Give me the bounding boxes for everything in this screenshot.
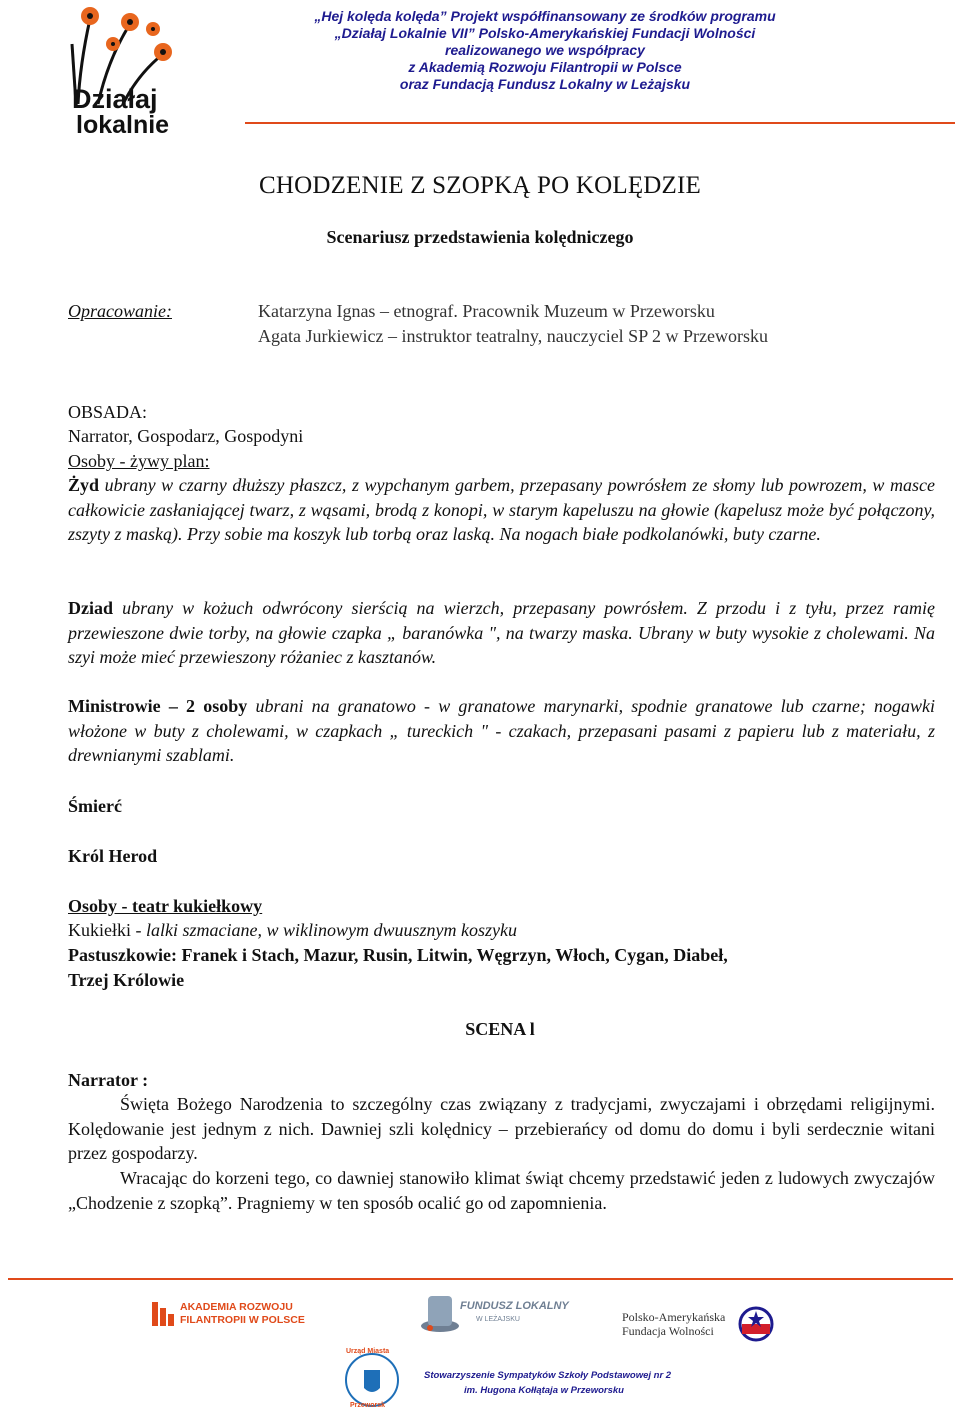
scene-speaker: Narrator :	[68, 1070, 149, 1090]
zyd-description	[68, 473, 935, 547]
header-line-3: realizowanego we współpracy	[445, 42, 645, 58]
dzialaj-lokalnie-logo	[68, 4, 178, 144]
document-subtitle: Scenariusz przedstawienia kolędniczego	[326, 227, 634, 247]
stowarzyszenie-line-2: im. Hugona Kołłątaja w Przeworsku	[464, 1385, 624, 1396]
header-line-1: „Hej kolęda kolęda” Projekt współfinansowany ze środków programu	[314, 8, 776, 24]
stowarzyszenie-logo	[424, 1370, 672, 1406]
pafw-line-2: Fundacja Wolności	[622, 1324, 714, 1338]
ministrowie-name: Ministrowie – 2 osoby	[68, 696, 248, 716]
fundusz-text: FUNDUSZ LOKALNY	[460, 1300, 569, 1312]
seal-icon	[342, 1350, 402, 1410]
trzej-krolowie: Trzej Królowie	[68, 970, 185, 990]
urzad-line-2: Przeworsk	[350, 1402, 386, 1409]
scene-heading: SCENA l	[465, 1019, 535, 1039]
krol-herod: Król Herod	[68, 846, 158, 866]
ministrowie-description	[68, 694, 935, 768]
smierc: Śmierć	[68, 796, 122, 816]
pastuszkowie-label: Pastuszkowie:	[68, 945, 182, 965]
logo-text-lokalnie: lokalnie	[76, 111, 170, 139]
arfp-logo	[152, 1300, 322, 1330]
dziad-description	[68, 596, 935, 670]
pastuszkowie-list: Franek i Stach, Mazur, Rusin, Litwin, Węgrzyn, Włoch, Cygan, Diabeł,	[181, 945, 728, 965]
dziad-desc: ubrany w kożuch odwrócony sierścią na wierzch, przepasany powrósłem. Z przodu i z tyłu, przez ramię przewieszone dwie torby, na głowie czapka „ baranówka ", na twarzy maska. Ubrany w buty wysokie z cholewami. Na szyi może mieć przewieszony różaniec z kasztanów.	[68, 598, 935, 667]
pafw-logo	[622, 1310, 782, 1340]
cast-narrators: Narrator, Gospodarz, Gospodyni	[68, 426, 304, 446]
pafw-line-1: Polsko-Amerykańska	[622, 1310, 726, 1324]
author-line-1: Katarzyna Ignas – etnograf. Pracownik Muzeum w Przeworsku	[258, 301, 715, 321]
dziad-name: Dziad	[68, 598, 113, 618]
puppet-cast-heading: Osoby - teatr kukiełkowy	[68, 896, 263, 916]
stowarzyszenie-line-1: Stowarzyszenie Sympatyków Szkoły Podstawowej nr 2	[424, 1370, 672, 1381]
header-rule	[245, 122, 955, 124]
scene-paragraph-2: Wracając do korzeni tego, co dawniej stanowiło klimat świąt chcemy przedstawić jeden z ludowych zwyczajów „Chodzenie z szopką”. Pragniemy w ten sposób ocalić go od zapomnienia.	[68, 1168, 935, 1213]
arfp-line-2: FILANTROPII W POLSCE	[180, 1314, 305, 1326]
urzad-line-1: Urząd Miasta	[346, 1348, 390, 1355]
fundusz-sub: W LEŻAJSKU	[476, 1316, 520, 1323]
urzad-miasta-seal	[342, 1350, 402, 1410]
zyd-name: Żyd	[68, 475, 100, 495]
project-header	[290, 8, 800, 93]
kukielki-desc: lalki szmaciane, w wiklinowym dwuusznym koszyku	[146, 920, 517, 940]
fundusz-lokalny-logo	[420, 1288, 569, 1338]
ministrowie-desc: ubrani na granatowo - w granatowe marynarki, spodnie granatowe lub czarne; nogawki włożone w buty z cholewami, w czapkach „ tureckich " - czakach, przepasani pasami z papieru lub z materiału, z drewnianymi szablami.	[68, 696, 936, 765]
zyd-desc: ubrany w czarny dłuższy płaszcz, z wypchanym garbem, przepasany powrósłem ze słomy lub powrozem, w masce całkowicie zasłaniającej twarz, z wąsami, brodą z konopi, w starym kapeluszu na głowie (kapelusz może być połączony, zszyty z maską). Przy sobie ma koszyk lub torbą oraz laską. Na nogach białe podkolanówki, buty czarne.	[68, 475, 935, 544]
arfp-mark-icon	[152, 1302, 174, 1326]
header-line-4: z Akademią Rozwoju Filantropii w Polsce	[408, 59, 682, 75]
document-title: CHODZENIE Z SZOPKĄ PO KOLĘDZIE	[258, 172, 702, 199]
kukielki-line	[68, 918, 517, 943]
live-cast-heading: Osoby - żywy plan:	[68, 451, 210, 471]
footer-rule	[8, 1278, 953, 1280]
arfp-line-1: AKADEMIA ROZWOJU	[180, 1301, 293, 1313]
scene-paragraph-1: Święta Bożego Narodzenia to szczególny czas związany z tradycjami, zwyczajami i obrzędami religijnymi. Kolędowanie jest jednym z nich. Dawniej szli kolędnicy – przebierańcy od domu do domu i byli serdecznie witani przez gospodarzy.	[68, 1094, 935, 1163]
authors-label: Opracowanie:	[68, 301, 172, 321]
pastuszkowie-line	[68, 943, 728, 968]
flag-star-icon	[736, 1306, 776, 1342]
cast-heading: OBSADA:	[68, 402, 148, 422]
hat-icon	[420, 1288, 460, 1334]
header-line-2: „Działaj Lokalnie VII” Polsko-Amerykańskiej Fundacji Wolności	[334, 25, 756, 41]
kukielki-label: Kukiełki -	[68, 920, 146, 940]
logo-text-dzialaj: Działaj	[72, 84, 158, 114]
author-line-2: Agata Jurkiewicz – instruktor teatralny, nauczyciel SP 2 w Przeworsku	[258, 326, 769, 346]
header-line-5: oraz Fundacją Fundusz Lokalny w Leżajsku	[399, 76, 691, 92]
